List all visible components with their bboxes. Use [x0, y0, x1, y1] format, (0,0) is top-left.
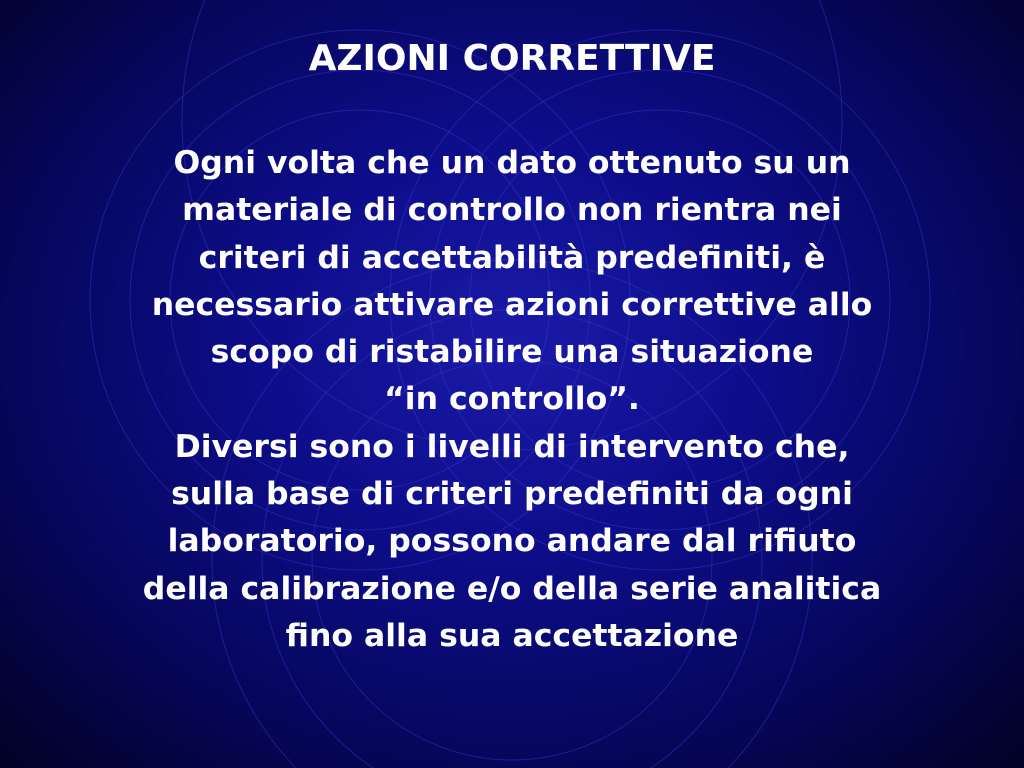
body-line: “in controllo”.: [384, 381, 640, 418]
body-line: Ogni volta che un dato ottenuto su un: [173, 145, 851, 181]
slide-body: [62, 140, 962, 660]
slide-title: AZIONI CORRETTIVE: [308, 38, 716, 79]
body-line: criteri di accettabilità predefiniti, è: [198, 239, 826, 276]
body-line: della calibrazione e/o della serie analitica: [142, 570, 882, 607]
body-line: necessario attivare azioni correttive allo: [151, 286, 873, 323]
body-line: sulla base di criteri predefiniti da ogni: [171, 476, 853, 513]
body-line: fino alla sua accettazione: [285, 617, 739, 654]
body-line: materiale di controllo non rientra nei: [182, 192, 842, 229]
body-line: Diversi sono i livelli di intervento che,: [174, 428, 850, 465]
body-line: laboratorio, possono andare dal rifiuto: [167, 523, 857, 560]
body-line: scopo di ristabilire una situazione: [210, 334, 814, 371]
